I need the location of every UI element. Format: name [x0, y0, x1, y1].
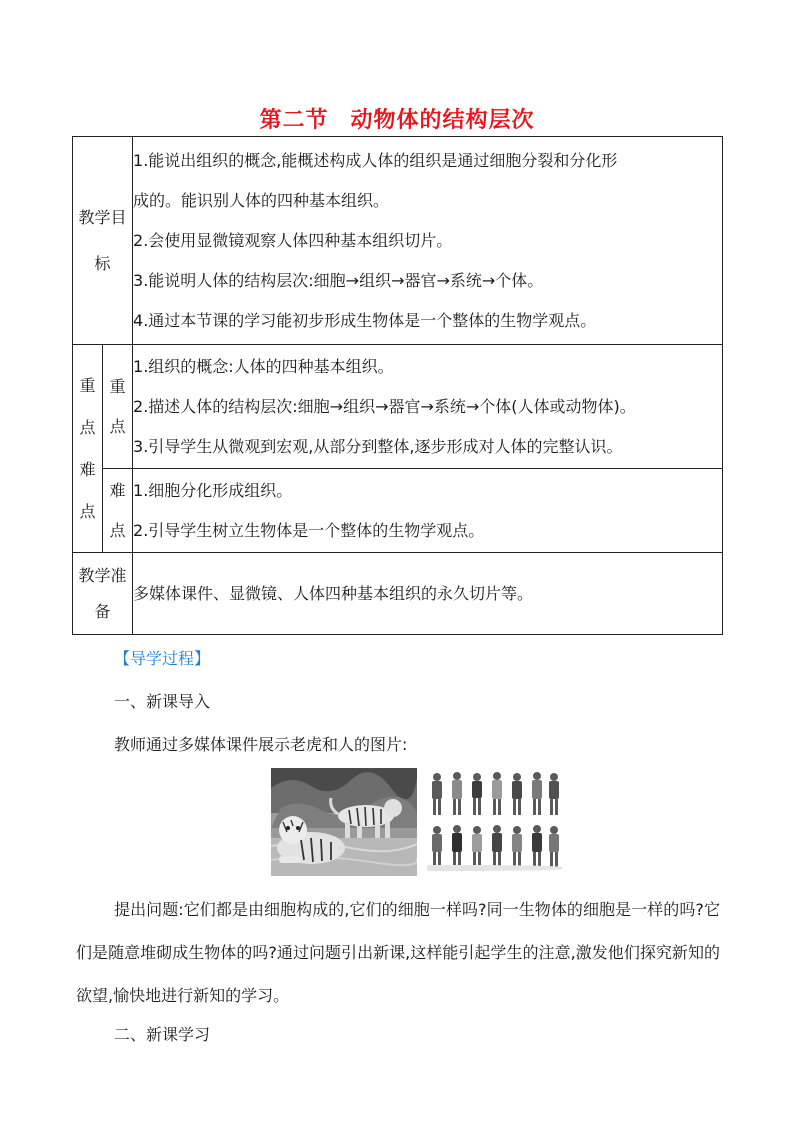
- key-points-row: [73, 345, 723, 469]
- key-difficult-label: [73, 345, 103, 553]
- guide-process-label: 【导学过程】: [114, 649, 211, 668]
- page-title: [0, 103, 794, 134]
- difficult-points-char-1: 难: [109, 480, 126, 500]
- objective-line-5: 4.通过本节课的学习能初步形成生物体是一个整体的生物学观点。: [133, 310, 597, 330]
- preparation-label-line-2: 备: [94, 601, 111, 621]
- key-difficult-char-2: 点: [79, 417, 96, 437]
- key-points-label: [103, 345, 133, 469]
- difficult-points-label: [103, 469, 133, 553]
- question-paragraph: 提出问题:它们都是由细胞构成的,它们的细胞一样吗?同一生物体的细胞是一样的吗?它们是随意堆砌成生物体的吗?通过问题引出新课,这样能引起学生的注意,激发他们探究新知的欲望,愉快地进行新知的学习。: [76, 900, 720, 1005]
- objectives-label: [73, 137, 133, 345]
- tiger-photo-graphic: [271, 768, 417, 876]
- key-points-char-1: 重: [109, 376, 126, 396]
- section-heading-intro: 一、新课导入: [114, 692, 211, 711]
- objective-line-1: 1.能说出组织的概念,能概述构成人体的组织是通过细胞分裂和分化形: [133, 150, 618, 170]
- key-point-line-2: 2.描述人体的结构层次:细胞→组织→器官→系统→个体(人体或动物体)。: [133, 396, 636, 416]
- objectives-content: [133, 137, 723, 345]
- intro-text: 教师通过多媒体课件展示老虎和人的图片:: [114, 735, 408, 754]
- section-heading-new-lesson: 二、新课学习: [114, 1025, 211, 1044]
- difficult-points-char-2: 点: [109, 520, 126, 540]
- title-section-number: 第二节: [259, 108, 329, 133]
- key-point-line-3: 3.引导学生从微观到宏观,从部分到整体,逐步形成对人体的完整认识。: [133, 436, 623, 456]
- difficult-point-line-2: 2.引导学生树立生物体是一个整体的生物学观点。: [133, 520, 485, 540]
- preparation-label-line-1: 教学准: [78, 565, 127, 585]
- title-topic: 动物体的结构层次: [350, 108, 535, 133]
- preparation-row: [73, 553, 723, 635]
- objective-line-2: 成的。能识别人体的四种基本组织。: [133, 190, 390, 210]
- objective-line-4: 3.能说明人体的结构层次:细胞→组织→器官→系统→个体。: [133, 270, 544, 290]
- preparation-text: 多媒体课件、显微镜、人体四种基本组织的永久切片等。: [133, 583, 534, 603]
- key-points-content: [133, 345, 723, 469]
- key-point-line-1: 1.组织的概念:人体的四种基本组织。: [133, 356, 394, 376]
- objective-line-3: 2.会使用显微镜观察人体四种基本组织切片。: [133, 230, 453, 250]
- people-photo: [427, 768, 562, 876]
- objectives-row: [73, 137, 723, 345]
- key-difficult-char-1: 重: [79, 375, 96, 395]
- objectives-label-line-2: 标: [94, 253, 111, 273]
- objectives-label-line-1: 教学目: [78, 207, 127, 227]
- key-difficult-char-3: 难: [79, 459, 96, 479]
- difficult-points-content: [133, 469, 723, 553]
- preparation-content: [133, 553, 723, 635]
- preparation-label: [73, 553, 133, 635]
- difficult-points-row: [73, 469, 723, 553]
- tiger-photo: [271, 768, 417, 876]
- difficult-point-line-1: 1.细胞分化形成组织。: [133, 480, 293, 500]
- key-difficult-char-4: 点: [79, 501, 96, 521]
- people-photo-graphic: [427, 768, 562, 876]
- lesson-plan-table: [72, 136, 723, 635]
- key-points-char-2: 点: [109, 416, 126, 436]
